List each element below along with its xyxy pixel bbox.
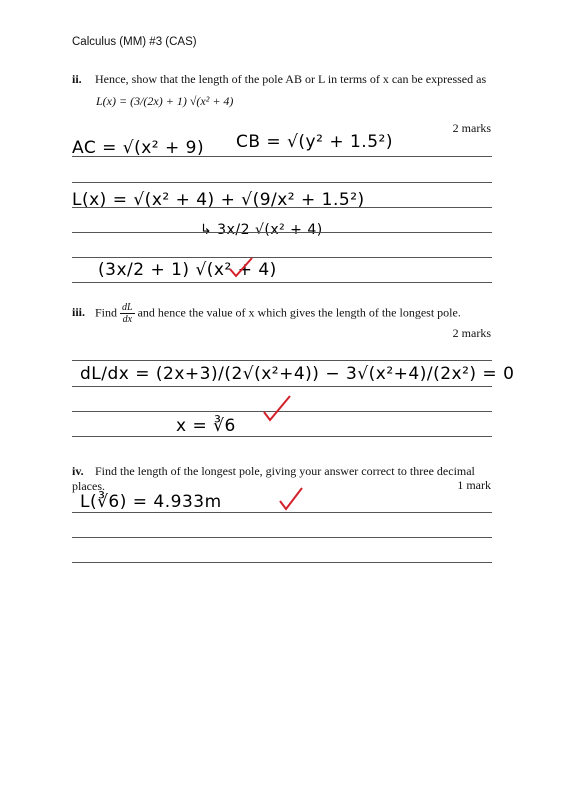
answer-line [72, 257, 492, 258]
handwritten-line: CB = √(y² + 1.5²) [236, 132, 393, 152]
answer-line [72, 537, 492, 538]
answer-line [72, 156, 492, 157]
question-text: Hence, show that the length of the pole AB or L in terms of x can be expressed as [95, 72, 487, 86]
derivative-denominator: dx [122, 314, 133, 325]
handwritten-line: L(x) = √(x² + 4) + √(9/x² + 1.5²) [72, 190, 365, 210]
answer-line [72, 207, 492, 208]
answer-line [72, 360, 492, 361]
answer-line [72, 232, 492, 233]
question-ii [72, 72, 502, 87]
red-tick-icon [278, 486, 304, 512]
handwritten-line: AC = √(x² + 9) [72, 138, 205, 158]
handwritten-line: dL/dx = (2x+3)/(2√(x²+4)) − 3√(x²+4)/(2x²) = 0 [80, 364, 515, 384]
answer-line [72, 182, 492, 183]
question-text: and hence the value of x which gives the length of the longest pole. [137, 305, 461, 320]
question-iii [72, 302, 502, 325]
red-tick-icon [228, 256, 254, 278]
marks-label: 2 marks [452, 326, 491, 340]
page-header: Calculus (MM) #3 (CAS) [72, 36, 197, 48]
answer-line [72, 386, 492, 387]
question-text: Find the length of the longest pole, giving your answer correct to three decimal places. [72, 464, 475, 493]
answer-line [72, 512, 492, 513]
derivative-numerator: dL [122, 302, 133, 313]
answer-line [72, 562, 492, 563]
handwritten-line: x = ∛6 [176, 416, 236, 436]
red-tick-icon [262, 394, 292, 422]
find-text: Find [95, 305, 118, 320]
handwritten-line: L(∛6) = 4.933m [80, 492, 222, 512]
formula: L(x) = (3/(2x) + 1) √(x² + 4) [96, 94, 234, 108]
question-number: ii. [72, 72, 82, 86]
marks-label: 2 marks [452, 121, 491, 135]
marks-label: 1 mark [457, 478, 491, 492]
answer-line [72, 436, 492, 437]
handwritten-line: (3x/2 + 1) √(x² + 4) [98, 260, 277, 280]
question-number: iv. [72, 464, 84, 478]
answer-line [72, 282, 492, 283]
derivative-fraction [120, 302, 135, 325]
question-number: iii. [72, 305, 86, 320]
handwritten-line: ↳ 3x/2 √(x² + 4) [200, 222, 323, 238]
